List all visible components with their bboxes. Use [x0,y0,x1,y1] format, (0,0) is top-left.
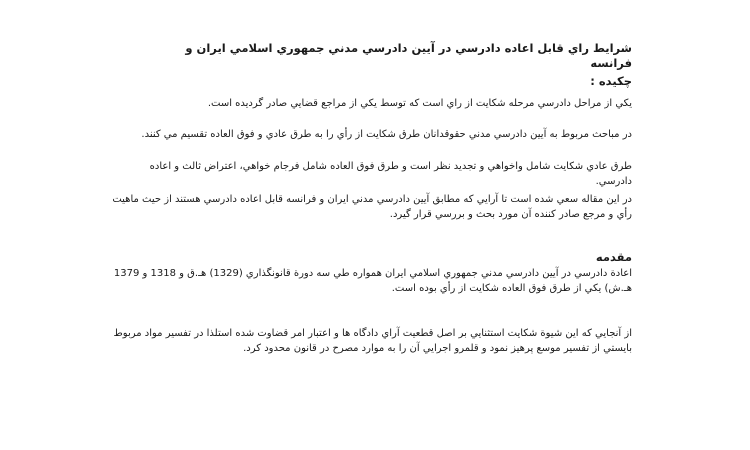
abstract-heading: چكيده : [590,74,632,88]
document-title: شرايط راي قابل اعاده دادرسي در آيين دادرسي مدني جمهوري اسلامي ايران و فرانسه [185,41,632,70]
abstract-paragraph: در مباحث مربوط به آيين دادرسي مدني حقوقدانان طرق شكايت از رأي را به طرق عادي و فوق العاده تقسيم مي كنند. [141,129,632,140]
abstract-paragraph: در اين مقاله سعي شده است تا آرايي كه مطابق آيين دادرسي مدني ايران و فرانسه قابل اعاده دادرسي هستند از حيث ماهيت رأي و مرجع صادر كننده آن مورد بحث و بررسي قرار گيرد. [112,194,632,220]
intro-paragraph: از آنجايي كه اين شيوة شكايت استثنايي بر اصل قطعيت آراي دادگاه ها و اعتبار امر قضاوت شده استلذا در تفسير مواد مربوط بايستي از تفسير موسع پرهيز نمود و قلمرو اجرايي آن را به موارد مصرح در قانون محدود كرد. [113,328,632,354]
intro-heading: مقدمه [595,250,632,264]
abstract-paragraph: طرق عادي شكايت شامل واخواهي و تجديد نظر است و طرق فوق العاده شامل فرجام خواهي، اعتراض ثالث و اعاده دادرسي. [149,161,632,187]
intro-paragraph: اعادة دادرسي در آيين دادرسي مدني جمهوري اسلامي ايران همواره طي سه دورة قانونگذاري (1329) هـ.ق و 1318 و 1379 هـ.ش) يكي از طرق فوق العاده شكايت از رأي بوده است. [113,268,632,294]
abstract-paragraph: يكي از مراحل دادرسي مرحله شكايت از راي است كه توسط يكي از مراجع قضايي صادر گرديده است. [207,98,632,109]
